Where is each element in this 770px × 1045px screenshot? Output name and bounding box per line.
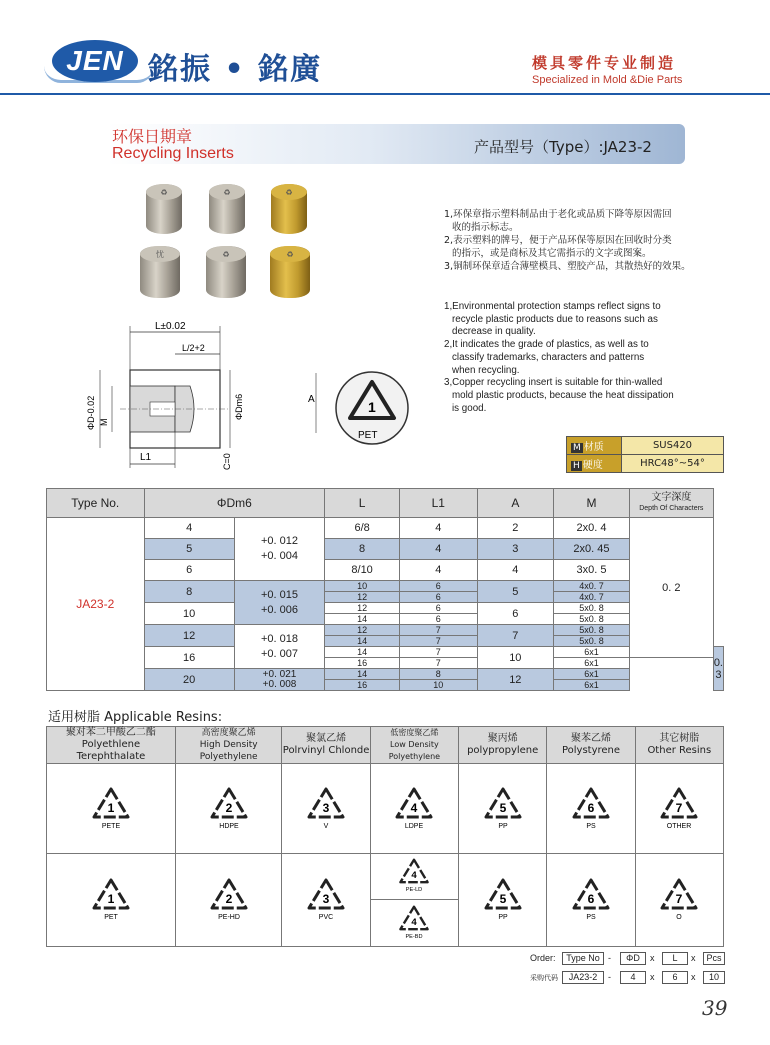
header-depth-cn: 文字深度: [651, 492, 692, 503]
order-field-d: ΦD: [620, 952, 646, 965]
tol-lower: +0. 004: [260, 550, 298, 562]
note-cn-line: 3,铜制环保章适合薄壁模具、塑胶产品，其散热好的效果。: [444, 261, 691, 272]
note-cn-line: 收的指示标志。: [452, 222, 519, 233]
resin-symbol-cell: [175, 764, 282, 854]
resin-code: PE-HD: [217, 914, 240, 921]
hardness-label: [567, 455, 622, 473]
L1-subcell: 6: [400, 581, 478, 592]
notes-cn: [444, 208, 691, 273]
dimension-table: [46, 488, 724, 691]
recycle-symbol: [654, 783, 704, 831]
resin-name-en: Polrvinyl Chlonde: [282, 745, 370, 756]
resin-header: [547, 727, 635, 764]
L1-subcell: 6: [400, 614, 478, 625]
resin-header: [282, 727, 370, 764]
resin-symbol-cell: [282, 764, 370, 854]
resin-number: 1: [107, 892, 115, 906]
tol-upper: +0. 012: [260, 535, 298, 547]
A-cell: 7: [477, 625, 554, 647]
hardness-value: HRC48°~54°: [622, 455, 724, 473]
d-cell: 6: [144, 560, 234, 581]
M-subcell: 6x1: [554, 647, 630, 658]
recycle-symbol: [654, 874, 704, 922]
insert-photo-steel-4: ♻: [206, 246, 246, 298]
resin-name-en: Other Resins: [647, 745, 712, 756]
resin-number: 4: [411, 870, 418, 882]
stamp-number: 1: [368, 399, 376, 415]
tol-lower: +0. 006: [260, 603, 298, 616]
A-cell: 2: [477, 518, 554, 539]
page-title-en: Recycling Inserts: [112, 145, 234, 162]
resin-code: HDPE: [218, 822, 239, 830]
tol-cell: [234, 581, 324, 625]
recycle-symbol: [389, 783, 439, 831]
order-x: x: [650, 953, 655, 963]
resin-name-en: polypropylene: [467, 745, 539, 756]
L-subcell: 16: [325, 658, 400, 669]
M-subcell: 6x1: [554, 680, 630, 691]
recycle-icon: [566, 783, 616, 835]
material-mark: M: [573, 443, 581, 453]
resin-code: PS: [586, 822, 596, 830]
material-label-text: 材质: [583, 442, 604, 453]
material-value: SUS420: [622, 437, 724, 455]
recycle-symbol: [394, 855, 434, 893]
resin-name-cn: 其它树脂: [659, 733, 700, 744]
dim-L: L±0.02: [155, 321, 186, 332]
header-A: A: [477, 489, 554, 518]
header-M: M: [554, 489, 630, 518]
recycle-icon: [654, 874, 704, 926]
d-cell: 16: [144, 647, 234, 669]
header-L1: L1: [400, 489, 478, 518]
note-cn-line: 2,表示塑料的牌号，便于产品环保等原因在回收时分类: [444, 235, 672, 246]
brand-name: 銘振 • 銘廣: [148, 52, 323, 87]
M-subcell: 6x1: [554, 669, 630, 680]
type-no-cell: JA23-2: [47, 518, 145, 691]
header-L: L: [325, 489, 400, 518]
resin-code: PS: [586, 914, 596, 921]
recycle-icon: [204, 874, 254, 926]
recycle-icon: [301, 783, 351, 835]
M-cell: 3x0. 5: [554, 560, 630, 581]
recycle-icon: [86, 783, 136, 835]
recycle-icon: [86, 874, 136, 926]
order-x: x: [691, 972, 696, 982]
dim-Dm6: ΦDm6: [234, 393, 244, 420]
insert-photo-steel-1: ♻: [146, 184, 182, 234]
resin-symbol-cell: [47, 764, 176, 854]
order-dash: -: [608, 972, 611, 982]
resins-table: [46, 726, 724, 947]
recycle-symbol: [478, 783, 528, 831]
stamp-face-drawing: [302, 368, 422, 448]
L-subcell: 12: [325, 625, 400, 636]
note-cn-line: 1,环保章指示塑料制品由于老化或品质下降等原因需回: [444, 209, 672, 220]
resin-code: PP: [498, 822, 508, 830]
note-en-line: classify trademarks, characters and patterns: [452, 351, 645, 363]
resin-code: PE-BD: [405, 933, 423, 940]
recycle-icon: [654, 783, 704, 835]
depth-cell: 0. 2: [629, 518, 713, 658]
resin-number: 3: [322, 800, 330, 815]
L-subcell: 14: [325, 636, 400, 647]
slogan-en: Specialized in Mold &Die Parts: [532, 74, 683, 86]
resin-header: [47, 727, 176, 764]
L-cell: 8: [325, 539, 400, 560]
recycle-icon: [394, 855, 434, 897]
resin-symbol-cell: [459, 764, 547, 854]
resin-number: 6: [587, 892, 595, 906]
resin-symbol-cell: [547, 854, 635, 947]
insert-photo-steel-2: ♻: [209, 184, 245, 234]
recycle-icon: [389, 783, 439, 835]
M-subcell: 5x0. 8: [554, 625, 630, 636]
A-cell: 3: [477, 539, 554, 560]
L1-subcell: 6: [400, 603, 478, 614]
d-cell: 10: [144, 603, 234, 625]
A-cell: 5: [477, 581, 554, 603]
page-title-cn: 环保日期章: [112, 127, 193, 146]
resin-number: 4: [411, 916, 418, 928]
dim-L2: L/2+2: [182, 343, 205, 353]
page-number: 39: [702, 996, 728, 1020]
L1-subcell: 7: [400, 658, 478, 669]
M-cell: 2x0. 45: [554, 539, 630, 560]
dim-D: ΦD-0.02: [86, 395, 96, 430]
tol-lower: +0. 008: [262, 678, 297, 690]
resin-code: LDPE: [405, 822, 424, 830]
insert-photo-copper-2: ♻: [270, 246, 310, 298]
depth-cell: 0. 3: [713, 647, 723, 691]
resin-name-cn: 高密度聚乙烯: [201, 728, 256, 738]
L-subcell: 16: [325, 680, 400, 691]
resin-name-en: Polystyrene: [561, 745, 621, 756]
insert-photo-copper-1: ♻: [271, 184, 307, 234]
recycle-symbol: [86, 874, 136, 922]
tol-upper: +0. 018: [260, 632, 298, 645]
L1-cell: 4: [400, 560, 478, 581]
L1-subcell: 7: [400, 647, 478, 658]
resin-number: 1: [107, 800, 115, 815]
resin-number: 2: [225, 892, 233, 906]
resin-header: [635, 727, 723, 764]
tol-upper: +0. 015: [260, 588, 298, 601]
L1-subcell: 8: [400, 669, 478, 680]
order-x: x: [691, 953, 696, 963]
L1-subcell: 7: [400, 625, 478, 636]
order-dash: -: [608, 953, 611, 963]
resin-code: PVC: [318, 914, 334, 921]
resin-header: [459, 727, 547, 764]
resin-symbol-cell: [175, 854, 282, 947]
recycle-symbol: [566, 874, 616, 922]
order-value-l: 6: [662, 971, 688, 984]
recycle-icon: [301, 874, 351, 926]
tol-upper: +0. 021: [262, 668, 297, 680]
order-label: Order:: [530, 953, 556, 963]
order-value-pcs: 10: [703, 971, 725, 984]
M-subcell: 4x0. 7: [554, 581, 630, 592]
tol-cell: [234, 625, 324, 669]
L-subcell: 12: [325, 592, 400, 603]
L-subcell: 14: [325, 669, 400, 680]
A-cell: 4: [477, 560, 554, 581]
note-cn-line: 的指示，或是商标及其它需指示的文字或图案。: [452, 248, 652, 259]
A-cell: 10: [477, 647, 554, 669]
recycle-symbol: [566, 783, 616, 831]
tol-cell: [234, 518, 324, 581]
recycle-symbol: [86, 783, 136, 831]
resin-code: OTHER: [667, 822, 692, 830]
resin-number: 7: [675, 892, 683, 906]
note-en-line: recycle plastic products due to reasons such as: [452, 313, 658, 325]
resin-symbol-cell: [635, 854, 723, 947]
L1-subcell: 7: [400, 636, 478, 647]
L-subcell: 14: [325, 614, 400, 625]
resin-code: PP: [498, 914, 508, 921]
resin-symbol-cell: [635, 764, 723, 854]
recycle-symbol: [301, 783, 351, 831]
resin-symbol-cell: [459, 854, 547, 947]
hardness-mark: H: [573, 461, 580, 471]
product-type-label: 产品型号（Type）:JA23-2: [474, 138, 652, 156]
header-type: Type No.: [47, 489, 145, 518]
resin-name-cn: 低密度聚乙烯: [390, 728, 439, 737]
order-field-l: L: [662, 952, 688, 965]
resin-code: PE-LD: [406, 887, 423, 894]
L1-subcell: 10: [400, 680, 478, 691]
A-cell: 12: [477, 669, 554, 691]
M-subcell: 5x0. 8: [554, 614, 630, 625]
M-subcell: 4x0. 7: [554, 592, 630, 603]
recycle-icon: [204, 783, 254, 835]
note-en-line: mold plastic products, because the heat dissipation: [452, 389, 674, 401]
order-code-label: 采购代码: [530, 975, 558, 982]
stamp-code: PET: [358, 430, 378, 441]
resin-number: 5: [499, 892, 507, 906]
dim-L1: L1: [140, 452, 152, 463]
L-cell: 8/10: [325, 560, 400, 581]
tol-cell: [234, 669, 324, 691]
resin-name-en: Polyethlene Terephthalate: [76, 739, 146, 762]
M-subcell: 5x0. 8: [554, 636, 630, 647]
d-cell: 5: [144, 539, 234, 560]
resin-number: 7: [675, 800, 683, 815]
resin-code: PETE: [101, 822, 121, 830]
resin-number: 4: [411, 800, 418, 815]
company-logo: JEN: [52, 40, 138, 82]
spec-table: [566, 436, 724, 473]
resin-symbol-cell: [47, 854, 176, 947]
resin-name-cn: 聚丙烯: [487, 733, 518, 744]
recycle-icon: [478, 874, 528, 926]
order-x: x: [650, 972, 655, 982]
material-label: [567, 437, 622, 455]
hardness-label-text: 硬度: [582, 460, 603, 471]
resin-name-en: Low Density Polyethylene: [388, 740, 441, 761]
dim-C: C=0: [222, 453, 232, 470]
note-en-line: when recycling.: [452, 364, 520, 376]
resin-name-cn: 聚苯乙烯: [570, 733, 611, 744]
header-rule: [0, 93, 770, 95]
recycle-icon: [478, 783, 528, 835]
resin-symbol-cell: [547, 764, 635, 854]
resin-number: 3: [322, 892, 330, 906]
recycle-symbol: [394, 902, 434, 940]
order-value-type: JA23-2: [562, 971, 604, 984]
notes-en: [444, 301, 674, 415]
note-en-line: 3,Copper recycling insert is suitable for thin-walled: [444, 377, 663, 389]
note-en-line: 1,Environmental protection stamps reflect signs to: [444, 301, 661, 312]
L1-cell: 4: [400, 539, 478, 560]
header-depth-en: Depth Of Characters: [639, 505, 704, 512]
insert-photo-steel-3: 忧: [140, 246, 180, 298]
recycle-symbol: [478, 874, 528, 922]
order-value-d: 4: [620, 971, 646, 984]
resin-code: O: [676, 914, 683, 921]
resin-number: 2: [225, 800, 233, 815]
M-subcell: 5x0. 8: [554, 603, 630, 614]
resin-header: [175, 727, 282, 764]
resin-name-en: High Density Polyethylene: [199, 740, 258, 762]
M-subcell: 6x1: [554, 658, 630, 669]
L-subcell: 12: [325, 603, 400, 614]
L1-subcell: 6: [400, 592, 478, 603]
resin-number: 6: [587, 800, 595, 815]
note-en-line: decrease in quality.: [452, 326, 536, 338]
note-en-line: 2,It indicates the grade of plastics, as well as to: [444, 339, 649, 351]
order-field-type: Type No: [562, 952, 604, 965]
tol-lower: +0. 007: [260, 647, 298, 660]
L1-cell: 4: [400, 518, 478, 539]
technical-drawing: [80, 318, 280, 478]
resin-code: PET: [104, 914, 118, 921]
L-cell: 6/8: [325, 518, 400, 539]
M-cell: 2x0. 4: [554, 518, 630, 539]
resin-number: 5: [499, 800, 507, 815]
dim-M: M: [99, 418, 109, 426]
slogan-cn: 模具零件专业制造: [532, 54, 677, 72]
dim-A: A: [308, 394, 315, 405]
order-field-pcs: Pcs: [703, 952, 725, 965]
resin-header: [370, 727, 458, 764]
recycle-icon: [394, 902, 434, 944]
resins-title: 适用树脂 Applicable Resins:: [48, 710, 223, 725]
d-cell: 8: [144, 581, 234, 603]
resin-symbol-cell: [282, 854, 370, 947]
resin-symbol-cell: [370, 854, 458, 947]
header-depth: [629, 489, 713, 518]
recycle-icon: [566, 874, 616, 926]
header-dm6: ΦDm6: [144, 489, 325, 518]
d-cell: 4: [144, 518, 234, 539]
recycle-symbol: [204, 783, 254, 831]
L-subcell: 14: [325, 647, 400, 658]
resin-name-cn: 聚对苯二甲酸乙二酯: [65, 727, 156, 738]
resin-code: V: [323, 822, 329, 830]
resin-name-cn: 聚氯乙烯: [306, 733, 347, 744]
recycle-symbol: [204, 874, 254, 922]
L-subcell: 10: [325, 581, 400, 592]
d-cell: 20: [144, 669, 234, 691]
d-cell: 12: [144, 625, 234, 647]
note-en-line: is good.: [452, 402, 487, 414]
recycle-symbol: [301, 874, 351, 922]
A-cell: 6: [477, 603, 554, 625]
resin-symbol-cell: [370, 764, 458, 854]
